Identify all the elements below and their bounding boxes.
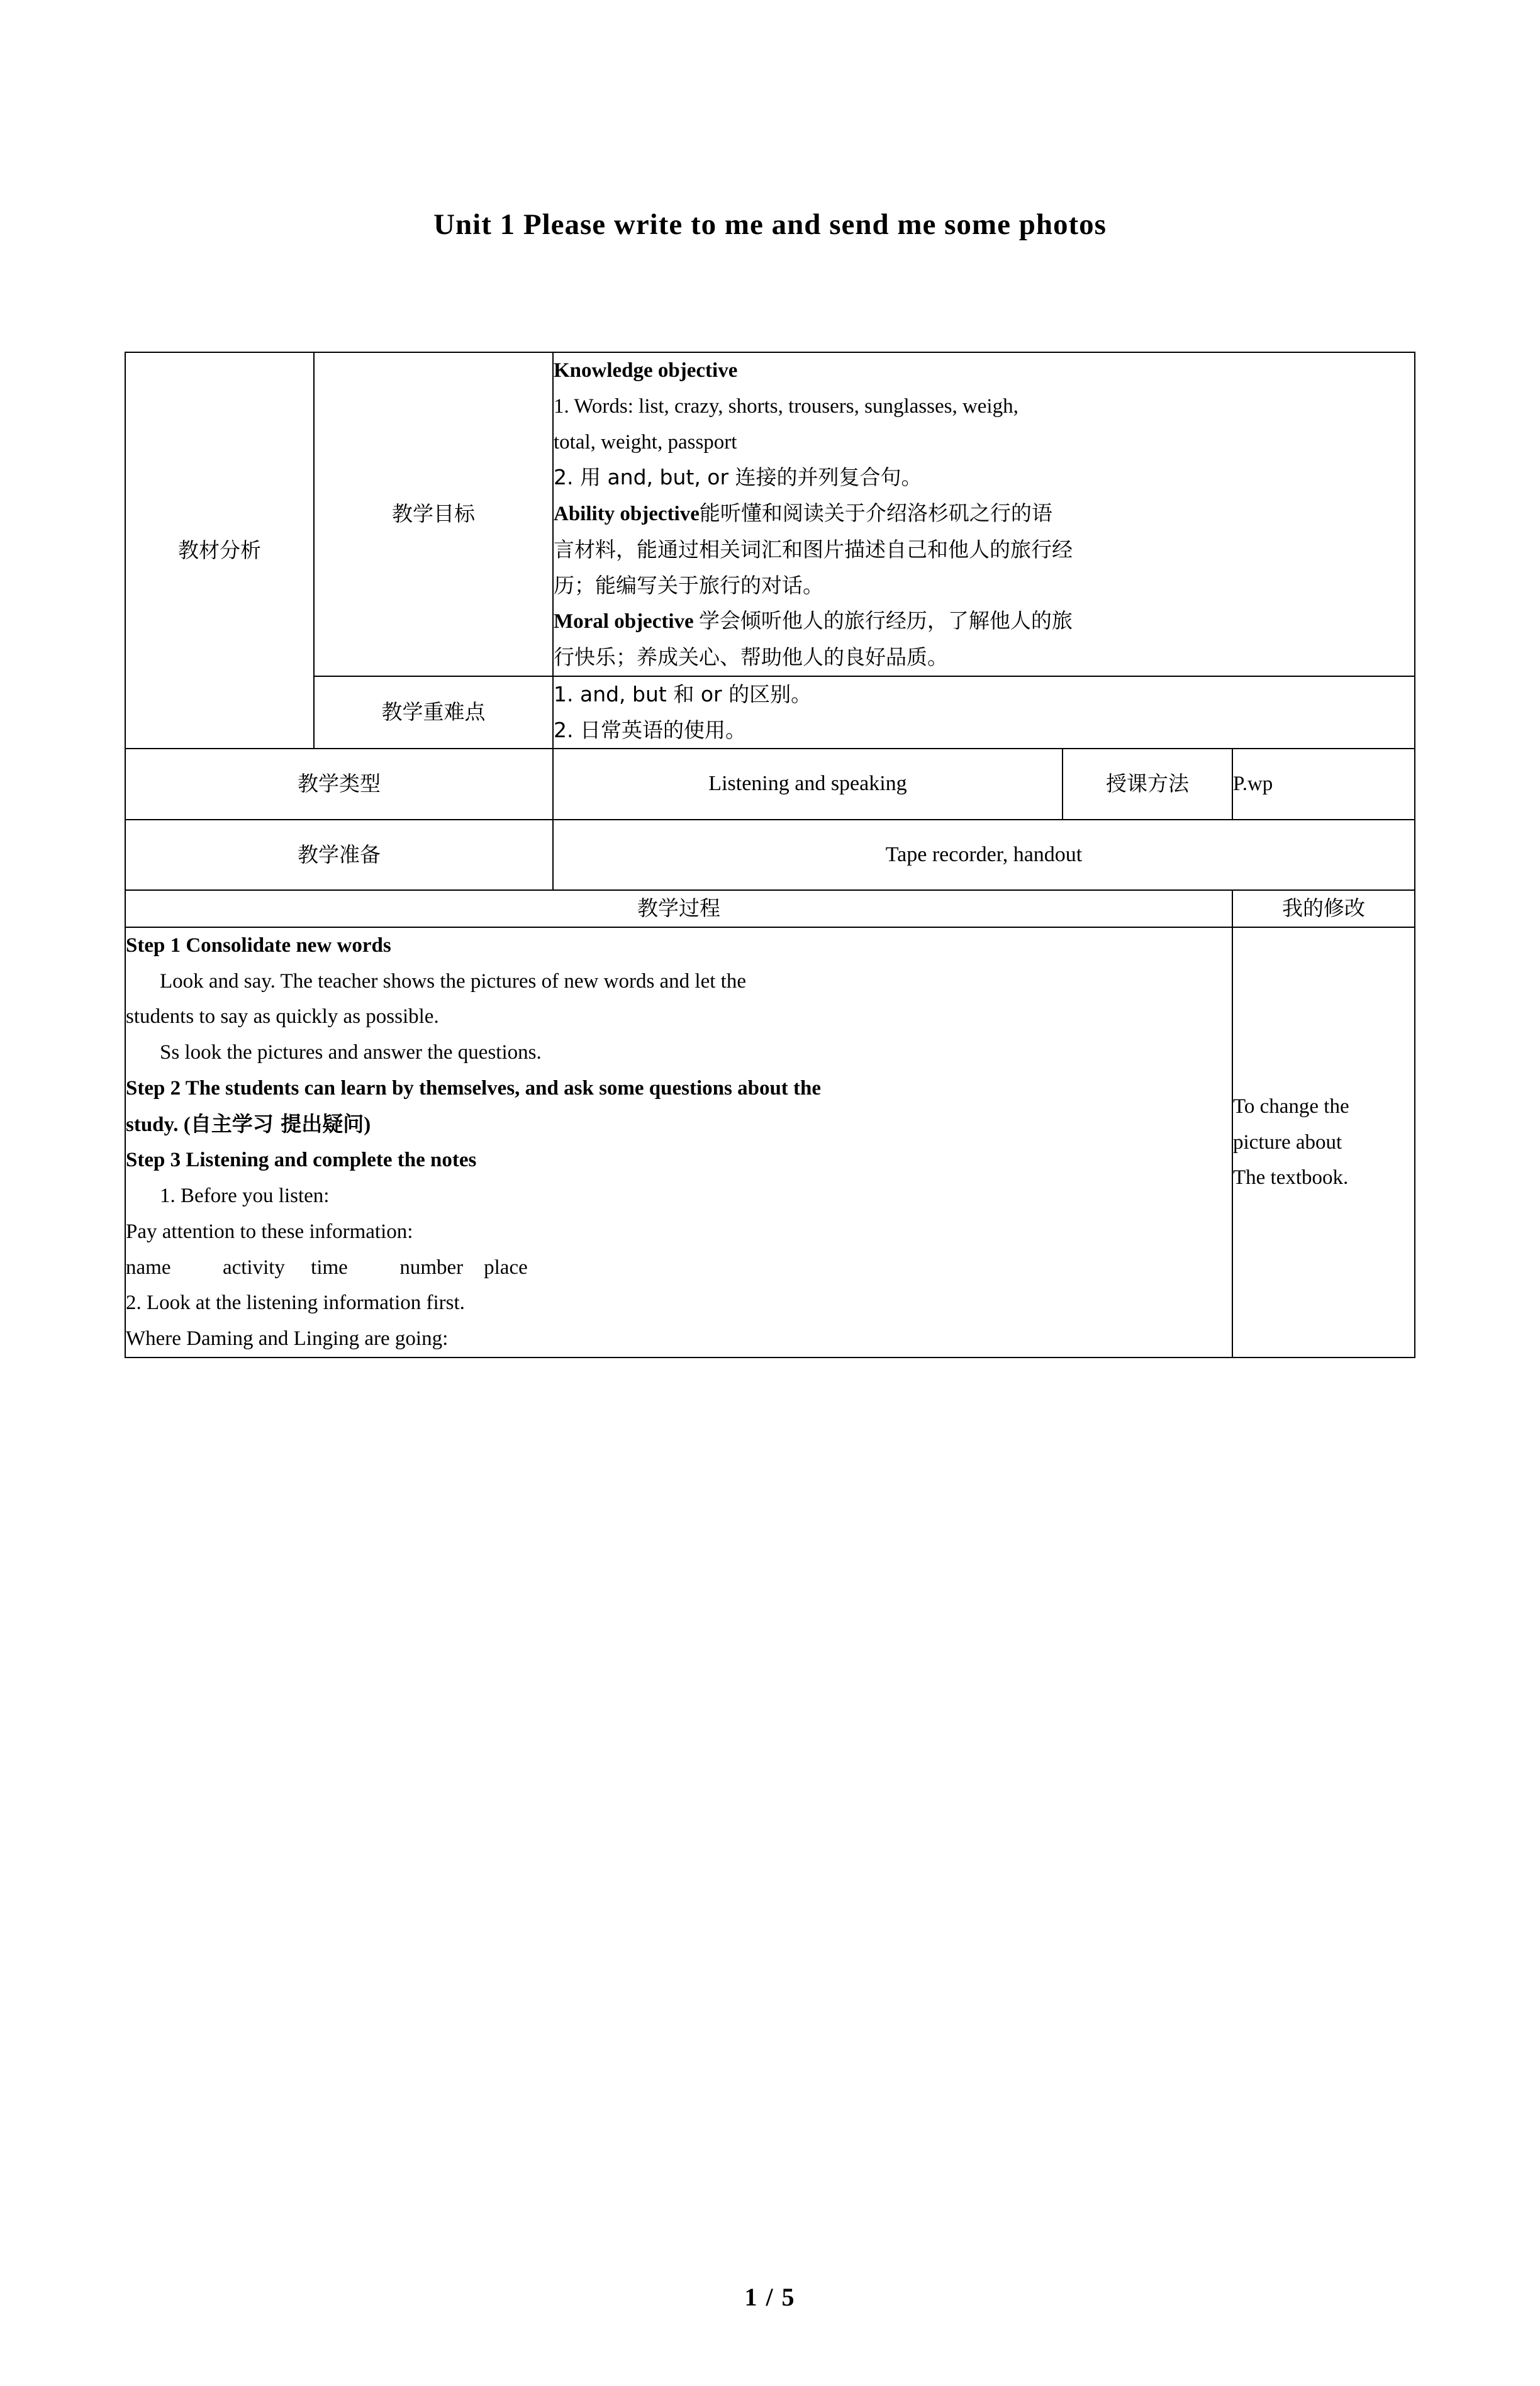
teaching-type-label: 教学类型 bbox=[125, 749, 553, 819]
modification-label: 我的修改 bbox=[1232, 890, 1415, 927]
knowledge-objective-line3: 2. 用 and, but, or 连接的并列复合句。 bbox=[554, 465, 922, 490]
key-difficulty-line1: 1. and, but 和 or 的区别。 bbox=[554, 681, 812, 706]
step2-title-line2-bold: study. ( bbox=[126, 1113, 191, 1136]
modification-line2: picture about bbox=[1233, 1130, 1342, 1154]
ability-objective-text1: 能听懂和阅读关于介绍洛杉矶之行的语 bbox=[699, 501, 1052, 525]
step2-title-line2-end: ) bbox=[364, 1113, 371, 1136]
teaching-method-value: P.wp bbox=[1232, 749, 1415, 819]
step3-line3: name activity time number place bbox=[126, 1256, 528, 1279]
step3-line1: 1. Before you listen: bbox=[160, 1185, 330, 1208]
page-title: Unit 1 Please write to me and send me some photos bbox=[433, 208, 1107, 241]
table-row bbox=[125, 890, 1415, 927]
objective-label: 教学目标 bbox=[314, 352, 553, 676]
step1-title: Step 1 Consolidate new words bbox=[126, 934, 391, 957]
teaching-prepare-label: 教学准备 bbox=[125, 820, 553, 890]
knowledge-objective-line2: total, weight, passport bbox=[554, 430, 737, 454]
table-row bbox=[125, 352, 1415, 676]
step3-title: Step 3 Listening and complete the notes bbox=[126, 1149, 477, 1172]
ability-objective-title: Ability objective bbox=[554, 503, 700, 525]
step3-line5: Where Daming and Linging are going: bbox=[126, 1327, 449, 1351]
modification-line3: The textbook. bbox=[1233, 1166, 1349, 1190]
key-difficulty-content bbox=[553, 676, 1415, 749]
modification-content bbox=[1232, 927, 1415, 1357]
table-row bbox=[125, 676, 1415, 749]
knowledge-objective-title: Knowledge objective bbox=[554, 359, 738, 382]
step3-line4: 2. Look at the listening information first. bbox=[126, 1291, 465, 1315]
step3-line2: Pay attention to these information: bbox=[126, 1220, 413, 1243]
modification-line1: To change the bbox=[1233, 1095, 1349, 1118]
teaching-prepare-value: Tape recorder, handout bbox=[553, 820, 1415, 890]
table-row bbox=[125, 927, 1415, 1357]
key-difficulty-line2: 2. 日常英语的使用。 bbox=[554, 717, 746, 742]
process-label: 教学过程 bbox=[125, 890, 1232, 927]
step1-line2: students to say as quickly as possible. bbox=[126, 1005, 439, 1029]
ability-objective-text2: 言材料，能通过相关词汇和图片描述自己和他人的旅行经 bbox=[554, 537, 1073, 562]
step2-title-line1: Step 2 The students can learn by themselves, and ask some questions about the bbox=[126, 1076, 822, 1100]
key-difficulty-label: 教学重难点 bbox=[314, 676, 553, 749]
step2-title-line2-cn: 自主学习 提出疑问 bbox=[190, 1111, 364, 1136]
moral-objective-text1: 学会倾听他人的旅行经历，了解他人的旅 bbox=[698, 608, 1073, 633]
step1-line3: Ss look the pictures and answer the questions. bbox=[160, 1041, 542, 1064]
lesson-plan-table bbox=[125, 352, 1415, 1358]
page-footer: 1 / 5 bbox=[744, 2283, 796, 2311]
teaching-method-label: 授课方法 bbox=[1063, 749, 1232, 819]
moral-objective-title: Moral objective bbox=[554, 610, 694, 633]
objective-content bbox=[553, 352, 1415, 676]
step1-line1: Look and say. The teacher shows the pictures of new words and let the bbox=[160, 969, 746, 993]
ability-objective-text3: 历；能编写关于旅行的对话。 bbox=[554, 572, 823, 598]
table-row bbox=[125, 749, 1415, 819]
document-page bbox=[0, 208, 1540, 2386]
knowledge-objective-line1: 1. Words: list, crazy, shorts, trousers, sunglasses, weigh, bbox=[554, 394, 1018, 418]
material-analysis-label: 教材分析 bbox=[125, 352, 314, 749]
moral-objective-text2: 行快乐；养成关心、帮助他人的良好品质。 bbox=[554, 645, 948, 669]
table-row bbox=[125, 820, 1415, 890]
process-content bbox=[125, 927, 1232, 1357]
teaching-type-value: Listening and speaking bbox=[553, 749, 1063, 819]
